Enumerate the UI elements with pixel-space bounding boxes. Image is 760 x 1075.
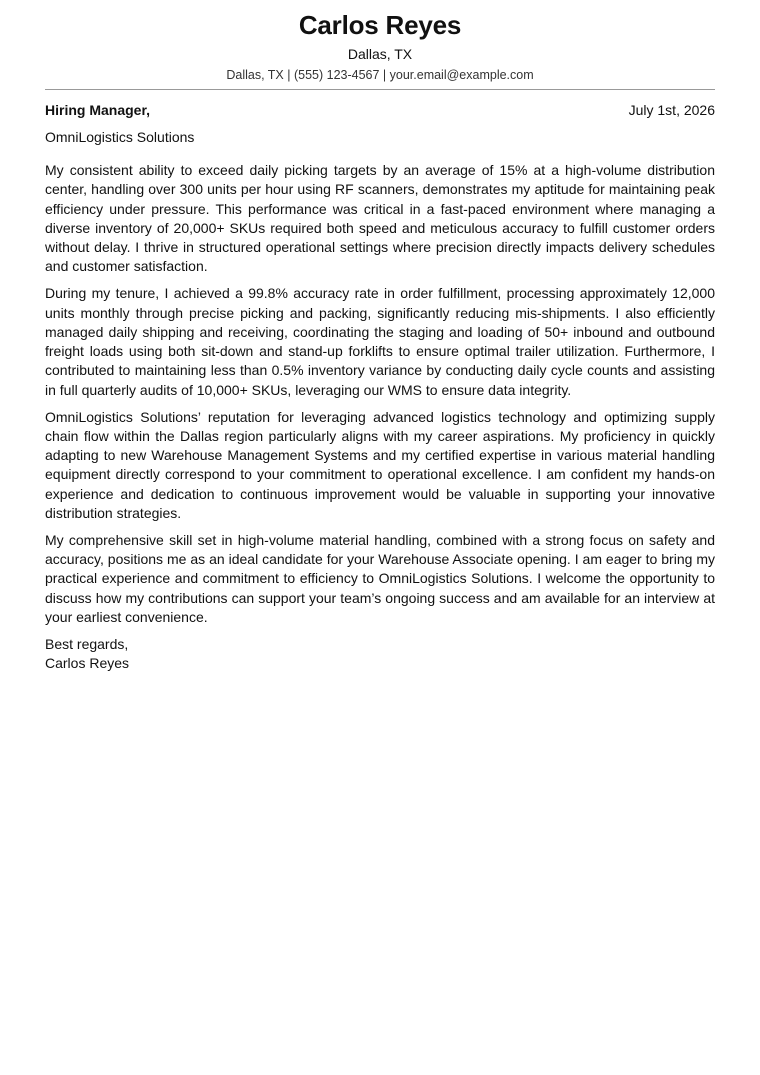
applicant-name: Carlos Reyes (298, 10, 462, 40)
header-divider (45, 89, 715, 90)
body-paragraph: My consistent ability to exceed daily picking targets by an average of 15% at a high-volume distribution center, handling over 300 units per hour using RF scanners, demonstrates my aptitude for maintaining peak efficiency under pressure. This performance was critical in a fast-paced environment where managing a diverse inventory of 20,000+ SKUs required both speed and meticulous accuracy to fulfill customer orders without delay. I thrive in structured operational settings where precision directly impacts delivery schedules and customer satisfaction. (45, 162, 715, 275)
letter-date: July 1st, 2026 (628, 102, 715, 118)
recipient-salutation: Hiring Manager, (45, 102, 151, 118)
signature-name: Carlos Reyes (45, 655, 130, 672)
body-paragraph: My comprehensive skill set in high-volume material handling, combined with a strong focus on safety and accuracy, positions me as an ideal candidate for your Warehouse Associate opening. I am eager to bring my practical experience and commitment to efficiency to OmniLogistics Solutions. I welcome the opportunity to discuss how my contributions can support your team’s ongoing success and am available for an interview at your earliest convenience. (45, 531, 715, 626)
letter-body (45, 161, 715, 627)
applicant-contact-line: Dallas, TX | (555) 123-4567 | your.email@example.com (226, 68, 534, 82)
body-paragraph: OmniLogistics Solutions’ reputation for leveraging advanced logistics technology and optimizing supply chain flow within the Dallas region particularly aligns with my career aspirations. My proficiency in quickly adapting to new Warehouse Management Systems and my certified expertise in various material handling equipment directly correspond to your commitment to operational excellence. I am confident my hands-on experience and dedication to continuous improvement would be valuable in supporting your innovative distribution strategies. (45, 408, 715, 522)
sign-off: Best regards, (45, 635, 129, 652)
recipient-row (45, 101, 715, 119)
recipient-company: OmniLogistics Solutions (45, 129, 195, 145)
body-paragraph: During my tenure, I achieved a 99.8% accuracy rate in order fulfillment, processing approximately 12,000 units monthly through precise picking and packing, significantly reducing mis-shipments. I also efficiently managed daily shipping and receiving, coordinating the staging and loading of 50+ inbound and outbound freight loads using both sit-down and stand-up forklifts to ensure optimal trailer utilization. Furthermore, I contributed to maintaining less than 0.5% inventory variance by conducting daily cycle counts and assisting in full quarterly audits of 10,000+ SKUs, leveraging our WMS to ensure data integrity. (45, 285, 715, 398)
applicant-location: Dallas, TX (347, 46, 413, 62)
letter-header (45, 0, 715, 83)
letter-closing (45, 635, 715, 674)
